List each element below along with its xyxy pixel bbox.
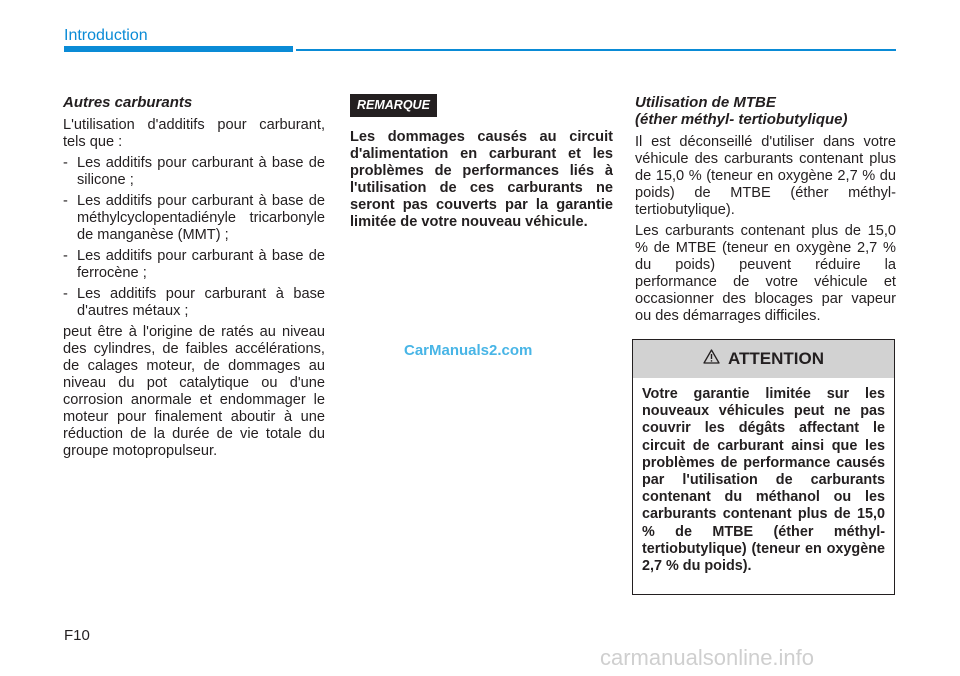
attention-header bbox=[633, 340, 894, 378]
heading-mtbe-line1: Utilisation de MTBE bbox=[635, 94, 776, 111]
column-note bbox=[350, 94, 613, 235]
list-item: - Les additifs pour carburant à base de méthylcyclopentadiényle tricarbonyle de manganèse (MMT) ; bbox=[63, 193, 325, 244]
header-bar-thin bbox=[296, 49, 896, 51]
section-title: Introduction bbox=[64, 27, 148, 44]
note-text: Les dommages causés au circuit d'alimentation en carburant et les problèmes de performances liés à l'utilisation de ces carburants ne seront pas couverts par la garantie limitée de votre nouveau véhicule. bbox=[350, 129, 613, 230]
other-fuels-conclusion: peut être à l'origine de ratés au niveau des cylindres, de faibles accélérations, de calages moteur, de dommages au niveau du pot catalytique ou d'une corrosion anormale et endommager le moteur pour finalement aboutir à une réduction de la durée de vie totale du groupe motopropulseur. bbox=[63, 324, 325, 459]
heading-mtbe bbox=[635, 94, 896, 128]
heading-mtbe-line2: (éther méthyl- tertiobutylique) bbox=[635, 111, 848, 128]
mtbe-paragraph-2: Les carburants contenant plus de 15,0 % de MTBE (teneur en oxygène 2,7 % du poids) peuvent réduire la performance de votre véhicule et occasionner des blocages par vapeur ou des démarrages difficiles. bbox=[635, 223, 896, 324]
footer-site-mark: carmanualsonline.info bbox=[600, 645, 815, 670]
other-fuels-intro: L'utilisation d'additifs pour carburant, tels que : bbox=[63, 117, 325, 150]
warning-triangle-icon bbox=[703, 349, 720, 369]
list-item: - Les additifs pour carburant à base d'autres métaux ; bbox=[63, 286, 325, 320]
list-item: - Les additifs pour carburant à base de silicone ; bbox=[63, 155, 325, 189]
header-bar-thick bbox=[64, 46, 293, 52]
list-item: - Les additifs pour carburant à base de ferrocène ; bbox=[63, 248, 325, 282]
heading-other-fuels: Autres carburants bbox=[63, 94, 193, 111]
note-label: REMARQUE bbox=[350, 94, 437, 117]
column-other-fuels bbox=[63, 94, 325, 464]
attention-text: Votre garantie limitée sur les nouveaux véhicules peut ne pas couvrir les dégâts affectant le circuit de carburant ainsi que les problèmes de performance causés par l'utilisation de carburants contenant du méthanol ou les carburants contenant plus de 15,0 % de MTBE (éther méthyl- tertiobutylique) (teneur en oxygène 2,7 % du poids). bbox=[642, 386, 885, 575]
watermark-text: CarManuals2.com bbox=[404, 342, 533, 359]
column-mtbe bbox=[635, 94, 896, 329]
attention-title: ATTENTION bbox=[727, 349, 824, 368]
attention-box bbox=[632, 339, 895, 595]
mtbe-paragraph-1: Il est déconseillé d'utiliser dans votre véhicule des carburants contenant plus de 15,0 % (teneur en oxygène 2,7 % du poids) de MTBE (éther méthyl- tertiobutylique). bbox=[635, 134, 896, 218]
additives-list bbox=[63, 155, 325, 320]
page-number: F10 bbox=[64, 627, 90, 644]
